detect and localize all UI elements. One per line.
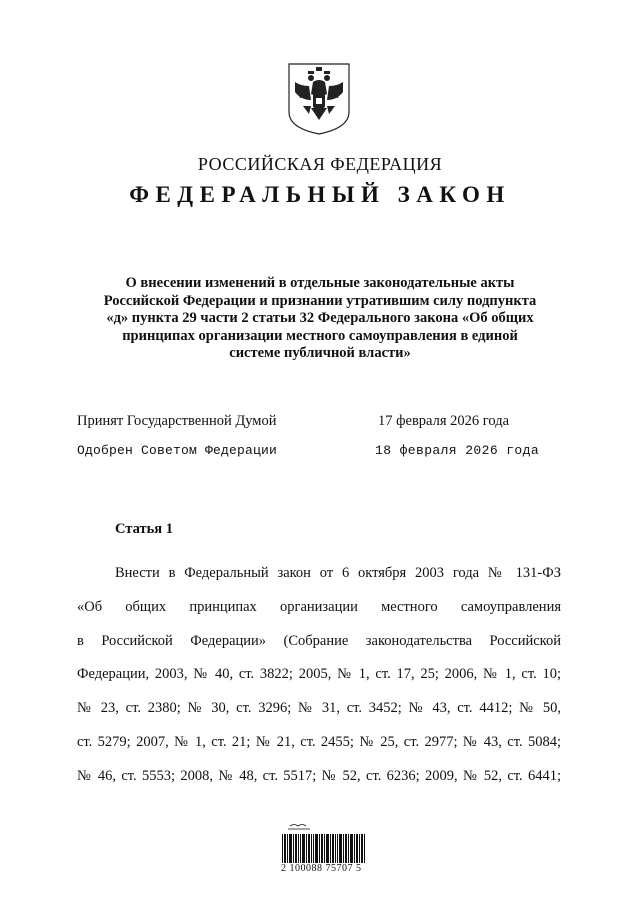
article-line: № 23, ст. 2380; № 30, ст. 3296; № 31, ст. 3452; № 43, ст. 4412; № 50, [77,700,561,717]
article-line: в Российской Федерации» (Собрание законодательства Российской [77,632,561,649]
coat-of-arms-emblem [287,62,351,136]
document-type: ФЕДЕРАЛЬНЫЙ ЗАКОН [129,182,511,207]
article-heading: Статья 1 [115,521,173,537]
barcode-digits: 2 100088 75707 5 [281,863,371,874]
law-title-line: Российской Федерации и признании утратившим силу подпункта [103,292,537,309]
law-title-line: принципах организации местного самоуправления в единой [122,327,518,344]
law-title-line: «д» пункта 29 части 2 статьи 32 Федерального закона «Об общих [106,310,534,326]
article-line: «Об общих принципах организации местного самоуправления [77,598,561,615]
law-title-line: системе публичной власти» [229,345,411,361]
article-line: Внести в Федеральный закон от 6 октября 2003 года № 131-ФЗ [115,565,561,581]
adopted-date: 17 февраля 2026 года [378,413,510,429]
law-title [92,275,548,363]
article-line: ст. 5279; 2007, № 1, ст. 21; № 21, ст. 2455; № 25, ст. 2977; № 43, ст. 5084; [77,733,561,750]
article-line: Федерации, 2003, № 40, ст. 3822; 2005, № 1, ст. 17, 25; 2006, № 1, ст. 10; [77,666,561,683]
article-line: № 46, ст. 5553; 2008, № 48, ст. 5517; № 52, ст. 6236; 2009, № 52, ст. 6441; [77,767,561,784]
country-name: РОССИЙСКАЯ ФЕДЕРАЦИЯ [197,154,443,174]
adopted-by-duma-label: Принят Государственной Думой [77,413,277,429]
law-title-line: О внесении изменений в отдельные законодательные акты [125,275,515,291]
approved-date: 18 февраля 2026 года [375,443,540,458]
article-body [77,557,561,794]
approved-by-council-label: Одобрен Советом Федерации [77,443,278,458]
